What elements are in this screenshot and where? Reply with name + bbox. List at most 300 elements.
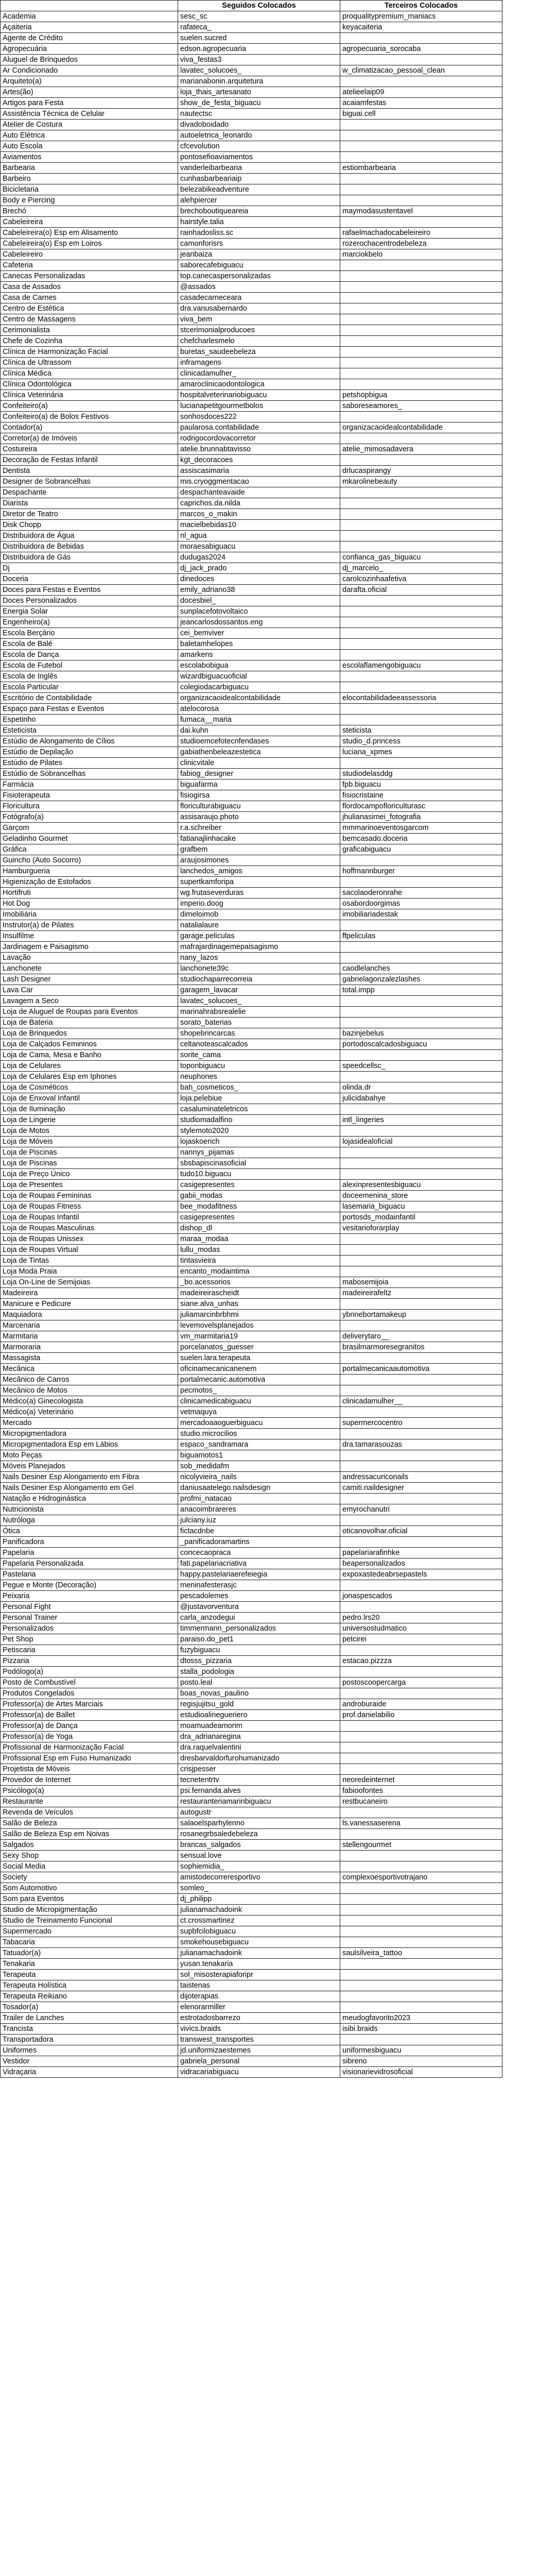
cell-second-place: rosanegrbsaledebeleza [178,1829,340,1840]
cell-category: Petiscaria [1,1645,178,1656]
cell-category: Lavagem a Seco [1,996,178,1007]
cell-third-place [340,1580,502,1591]
cell-category: Nutróloga [1,1515,178,1526]
cell-third-place: meudogfavorito2023 [340,2013,502,2024]
cell-category: Escola de Inglês [1,671,178,682]
cell-category: Fotógrafo(a) [1,812,178,823]
cell-third-place [340,1970,502,1980]
table-row [1,379,502,390]
cell-third-place [340,271,502,282]
cell-second-place: clinicvitale [178,758,340,769]
table-row [1,444,502,455]
cell-third-place [340,2002,502,2013]
cell-category: Psicólogo(a) [1,1786,178,1797]
cell-category: Peixaria [1,1591,178,1602]
cell-third-place: studio_d.princess [340,736,502,747]
cell-second-place: @assados [178,282,340,293]
cell-second-place: amaroclinicaodontologica [178,379,340,390]
cell-third-place: mmmarinoeventosgarcom [340,823,502,834]
cell-category: Doces Personalizados [1,596,178,606]
table-row [1,1591,502,1602]
cell-third-place [340,520,502,531]
cell-third-place [340,715,502,725]
cell-third-place: drlucaspirangy [340,466,502,477]
table-row [1,660,502,671]
cell-third-place: alexinpresentesbiguacu [340,1180,502,1191]
cell-category: Chefe de Cozinha [1,336,178,347]
cell-third-place [340,174,502,184]
cell-second-place: divadoboidado [178,120,340,130]
cell-category: Micropigmentadora Esp em Lábios [1,1439,178,1450]
cell-second-place: gabii_modas [178,1191,340,1201]
cell-second-place: fuzybiguacu [178,1645,340,1656]
table-row [1,1883,502,1894]
cell-second-place: dai.kuhn [178,725,340,736]
cell-category: Supermercado [1,1926,178,1937]
table-row [1,1353,502,1364]
cell-category: Marcenaria [1,1320,178,1331]
table-row [1,1223,502,1234]
cell-category: Artigos para Festa [1,98,178,109]
cell-third-place: proqualitypremium_maniacs [340,11,502,22]
table-row [1,628,502,639]
cell-second-place: fictacdnbe [178,1526,340,1537]
cell-category: Professor(a) de Dança [1,1721,178,1732]
table-row [1,693,502,704]
table-row [1,1191,502,1201]
cell-third-place [340,1266,502,1277]
table-row [1,401,502,412]
cell-third-place [340,953,502,963]
cell-second-place: elenorarmiller [178,2002,340,2013]
cell-third-place [340,1169,502,1180]
cell-third-place [340,1980,502,1991]
cell-category: Agente de Crédito [1,33,178,44]
cell-third-place: keyacaiteria [340,22,502,33]
table-row [1,1212,502,1223]
cell-second-place: rafateca_ [178,22,340,33]
cell-category: Tosador(a) [1,2002,178,2013]
cell-third-place [340,314,502,325]
cell-category: Moto Peças [1,1450,178,1461]
table-row [1,141,502,152]
table-row [1,1667,502,1677]
cell-third-place: vesitarioforarplay [340,1223,502,1234]
cell-second-place: juliamarcinbrbhmi [178,1310,340,1320]
table-row [1,953,502,963]
table-row [1,2002,502,2013]
cell-second-place: dimeloimob [178,909,340,920]
cell-second-place: studioemcefotecnfendases [178,736,340,747]
cell-second-place: julianamachadoink [178,1948,340,1959]
cell-second-place: lavatec_solucoes_ [178,996,340,1007]
table-row [1,1818,502,1829]
cell-third-place [340,1018,502,1028]
cell-category: Hot Dog [1,899,178,909]
table-row [1,477,502,487]
table-row [1,899,502,909]
table-row [1,509,502,520]
cell-second-place: inframagens [178,358,340,368]
cell-category: Body e Piercing [1,195,178,206]
cell-category: Escola de Balé [1,639,178,650]
cell-second-place: _bo.acessorios [178,1277,340,1288]
cell-third-place [340,1072,502,1082]
table-row [1,1007,502,1018]
cell-second-place: jd.uniformizaestemes [178,2045,340,2056]
cell-category: Escritório de Contabilidade [1,693,178,704]
cell-category: Cabeleireira(o) Esp em Alisamento [1,228,178,239]
cell-category: Studio de Micropigmentação [1,1905,178,1916]
cell-third-place: confianca_gas_biguacu [340,552,502,563]
table-row [1,336,502,347]
cell-third-place: clinicadamulher__ [340,1396,502,1407]
cell-third-place: sibreno [340,2056,502,2067]
table-row [1,520,502,531]
cell-second-place: floriculturabiguacu [178,801,340,812]
cell-category: Atelier de Costura [1,120,178,130]
cell-category: Loja de Calçados Femininos [1,1039,178,1050]
cell-category: Studio de Treinamento Funcional [1,1916,178,1926]
cell-second-place: suelen.lara.terapeuta [178,1353,340,1364]
table-row [1,1894,502,1905]
cell-third-place: stellengourmet [340,1840,502,1851]
cell-second-place: sbsbapiscinasoficial [178,1158,340,1169]
cell-third-place: dra.tamarasouzas [340,1439,502,1450]
table-row [1,779,502,790]
cell-third-place: marciokbelo [340,249,502,260]
cell-second-place: alehpiercer [178,195,340,206]
cell-third-place [340,1829,502,1840]
cell-third-place: darafta.oficial [340,585,502,596]
table-row [1,639,502,650]
cell-second-place: atelocorosa [178,704,340,715]
cell-third-place: universostudmatico [340,1623,502,1634]
cell-category: Marmitaria [1,1331,178,1342]
cell-second-place: transwest_transportes [178,2035,340,2045]
table-row [1,2067,502,2078]
cell-third-place [340,1753,502,1764]
cell-category: Diretor de Teatro [1,509,178,520]
cell-category: Auto Elétrica [1,130,178,141]
cell-third-place: lojasidealoficial [340,1137,502,1147]
cell-second-place: psi.fernanda.alves [178,1786,340,1797]
cell-second-place: hairstyle.talia [178,217,340,228]
table-row [1,22,502,33]
cell-category: Provedor de Internet [1,1775,178,1786]
cell-second-place: carla_anzodegui [178,1613,340,1623]
table-row [1,1375,502,1385]
table-row [1,1483,502,1494]
cell-second-place: supertkamforipa [178,877,340,888]
table-row [1,1169,502,1180]
cell-category: Professor(a) de Ballet [1,1710,178,1721]
cell-second-place: taistenas [178,1980,340,1991]
cell-category: Som Automotivo [1,1883,178,1894]
cell-third-place [340,368,502,379]
cell-third-place [340,920,502,931]
cell-category: Pizzaria [1,1656,178,1667]
cell-category: Bicicletaria [1,184,178,195]
cell-third-place: papelariarafinhke [340,1548,502,1558]
table-row [1,1429,502,1439]
table-row [1,1504,502,1515]
cell-third-place [340,1450,502,1461]
header-third-place: Terceiros Colocados [340,1,502,11]
cell-third-place: w_climatizacao_pessoal_clean [340,65,502,76]
cell-category: Vidraçaria [1,2067,178,2078]
cell-second-place: vanderleibarbearia [178,163,340,174]
cell-second-place: buretas_saudeebeleza [178,347,340,358]
cell-category: Designer de Sobrancelhas [1,477,178,487]
cell-third-place: ybnnebortamakeup [340,1310,502,1320]
cell-category: Loja de Cosméticos [1,1082,178,1093]
table-row [1,2056,502,2067]
cell-second-place: _panificadoramartins [178,1537,340,1548]
cell-category: Terapeuta Holística [1,1980,178,1991]
cell-second-place: lavatec_solucoes_ [178,65,340,76]
table-row [1,682,502,693]
cell-category: Aluguel de Brinquedos [1,55,178,65]
cell-category: Médico(a) Veterinário [1,1407,178,1418]
cell-category: Guincho (Auto Socorro) [1,855,178,866]
cell-third-place [340,531,502,541]
cell-category: Salão de Beleza [1,1818,178,1829]
cell-second-place: sensual.love [178,1851,340,1861]
table-row [1,314,502,325]
table-row [1,1937,502,1948]
table-row [1,747,502,758]
cell-second-place: happy.pastelariaerefeiegia [178,1569,340,1580]
cell-second-place: dishop_dl [178,1223,340,1234]
cell-second-place: dudugas2024 [178,552,340,563]
cell-third-place [340,1299,502,1310]
cell-category: Garçom [1,823,178,834]
cell-category: Energia Solar [1,606,178,617]
cell-category: Escola Berçário [1,628,178,639]
cell-second-place: vivics.braids [178,2024,340,2035]
cell-category: Mecânica [1,1364,178,1375]
cell-third-place: saulsilveira_tattoo [340,1948,502,1959]
table-row [1,1342,502,1353]
cell-category: Restaurante [1,1797,178,1807]
cell-second-place: espaco_sandramara [178,1439,340,1450]
cell-second-place: caprichos.da.nilda [178,498,340,509]
cell-category: Insulfilme [1,931,178,942]
cell-third-place: dj_marcelo_ [340,563,502,574]
cell-category: Distribuidora de Bebidas [1,541,178,552]
cell-category: Manicure e Pedicure [1,1299,178,1310]
table-row [1,1721,502,1732]
cell-category: Casa de Carnes [1,293,178,303]
cell-category: Escola de Dança [1,650,178,660]
table-row [1,1299,502,1310]
table-row [1,574,502,585]
cell-third-place: portodoscalcadosbiguacu [340,1039,502,1050]
cell-category: Estúdio de Sobrancelhas [1,769,178,779]
cell-category: Loja de Lingerie [1,1115,178,1126]
table-row [1,1710,502,1721]
cell-third-place [340,1515,502,1526]
table-row [1,1656,502,1667]
cell-third-place: beapersonalizados [340,1558,502,1569]
cell-category: Pegue e Monte (Decoração) [1,1580,178,1591]
cell-second-place: meninafesterasjc [178,1580,340,1591]
cell-third-place: maymodasustentavel [340,206,502,217]
cell-third-place: imobiliariadestak [340,909,502,920]
table-row [1,1613,502,1623]
cell-second-place: posto.leal [178,1677,340,1688]
cell-second-place: r.a.schreiber [178,823,340,834]
cell-category: Confeiteiro(a) [1,401,178,412]
cell-second-place: amistodecorreresportivo [178,1872,340,1883]
cell-third-place [340,141,502,152]
cell-third-place: graficabiguacu [340,844,502,855]
cell-third-place [340,1883,502,1894]
cell-second-place: julciany.iuz [178,1515,340,1526]
cell-third-place: steticista [340,725,502,736]
cell-second-place: lullu_modas [178,1245,340,1256]
cell-category: Casa de Assados [1,282,178,293]
cell-second-place: grafbem [178,844,340,855]
cell-third-place: prof.danielabilio [340,1710,502,1721]
table-row [1,715,502,725]
cell-category: Imobiliária [1,909,178,920]
cell-second-place: hospitalveterinariobiguacu [178,390,340,401]
cell-third-place: portosds_modainfantil [340,1212,502,1223]
table-row [1,1786,502,1797]
table-row [1,11,502,22]
cell-category: Clínica de Harmonização Facial [1,347,178,358]
table-row [1,1569,502,1580]
cell-second-place: edson.agropecuaria [178,44,340,55]
table-row [1,650,502,660]
cell-category: Lavação [1,953,178,963]
cell-category: Nutricionista [1,1504,178,1515]
table-row [1,585,502,596]
cell-third-place [340,1667,502,1677]
cell-category: Madeireira [1,1288,178,1299]
cell-third-place [340,217,502,228]
cell-category: Diarista [1,498,178,509]
cell-category: Trancista [1,2024,178,2035]
cell-second-place: fatianajlinhacake [178,834,340,844]
cell-second-place: nautectsc [178,109,340,120]
cell-category: Canecas Personalizadas [1,271,178,282]
cell-category: Revenda de Veículos [1,1807,178,1818]
header-row [1,1,502,11]
cell-third-place [340,877,502,888]
cell-third-place: supermercocentro [340,1418,502,1429]
cell-third-place: bazinjebelus [340,1028,502,1039]
cell-third-place [340,1688,502,1699]
cell-category: Distribuidora de Água [1,531,178,541]
cell-third-place [340,596,502,606]
table-row [1,1991,502,2002]
cell-category: Dj [1,563,178,574]
table-row [1,1061,502,1072]
table-row [1,33,502,44]
cell-third-place: uniformesbiguacu [340,2045,502,2056]
cell-second-place: organizacaoidealcontabilidade [178,693,340,704]
cell-third-place: mkarolinebeauty [340,477,502,487]
cell-second-place: jeanbaiza [178,249,340,260]
cell-third-place [340,282,502,293]
cell-second-place: sorato_baterias [178,1018,340,1028]
cell-third-place: organizacaoidealcontabilidade [340,422,502,433]
cell-category: Loja de Roupas Femininas [1,1191,178,1201]
cell-second-place: brancas_salgados [178,1840,340,1851]
table-row [1,1277,502,1288]
cell-third-place: restbucaneiro [340,1797,502,1807]
cell-third-place: estiombarbearia [340,163,502,174]
table-row [1,2045,502,2056]
cell-second-place: sorite_cama [178,1050,340,1061]
cell-third-place: sacolaoderonrahe [340,888,502,899]
cell-second-place: tecnetentrtv [178,1775,340,1786]
cell-second-place: biguafarma [178,779,340,790]
cell-category: Professor(a) de Artes Marciais [1,1699,178,1710]
cell-third-place: biguai.cell [340,109,502,120]
cell-second-place: escolabobigua [178,660,340,671]
table-row [1,422,502,433]
table-row [1,769,502,779]
cell-second-place: atelie.brunnabtavisso [178,444,340,455]
table-row [1,963,502,974]
cell-second-place: amarkens [178,650,340,660]
cell-third-place [340,1732,502,1742]
cell-third-place: ffpeliculas [340,931,502,942]
cell-second-place: viva_festas3 [178,55,340,65]
cell-third-place [340,1959,502,1970]
cell-second-place: bah_cosmeticos_ [178,1082,340,1093]
cell-category: Barbeiro [1,174,178,184]
cell-third-place: saboreseamores_ [340,401,502,412]
table-row [1,412,502,422]
cell-third-place: jonaspescados [340,1591,502,1602]
cell-second-place: rainhadosliss.sc [178,228,340,239]
table-row [1,1082,502,1093]
cell-third-place: studiodelasddg [340,769,502,779]
cell-third-place: androburaide [340,1699,502,1710]
cell-second-place: sob_medidafm [178,1461,340,1472]
cell-category: Loja de Roupas Virtual [1,1245,178,1256]
table-row [1,1840,502,1851]
cell-third-place [340,358,502,368]
table-row [1,390,502,401]
cell-second-place: wg.frutaseverduras [178,888,340,899]
cell-third-place [340,1861,502,1872]
cell-third-place: isibi.braids [340,2024,502,2035]
table-row [1,834,502,844]
cell-second-place: docesbiel_ [178,596,340,606]
cell-second-place: lucianapetitgourmetbolos [178,401,340,412]
cell-category: Uniformes [1,2045,178,2056]
cell-category: Costureira [1,444,178,455]
table-row [1,228,502,239]
cell-category: Salão de Beleza Esp em Noivas [1,1829,178,1840]
cell-category: Nails Desiner Esp Alongamento em Gel [1,1483,178,1494]
cell-category: Posto de Combustível [1,1677,178,1688]
cell-category: Loja de Roupas Fitness [1,1201,178,1212]
cell-category: Dentista [1,466,178,477]
table-row [1,76,502,87]
cell-second-place: lanchonete39c [178,963,340,974]
cell-third-place: total.impp [340,985,502,996]
cell-third-place [340,1916,502,1926]
cell-third-place [340,942,502,953]
cell-third-place: complexoesportivotrajano [340,1872,502,1883]
